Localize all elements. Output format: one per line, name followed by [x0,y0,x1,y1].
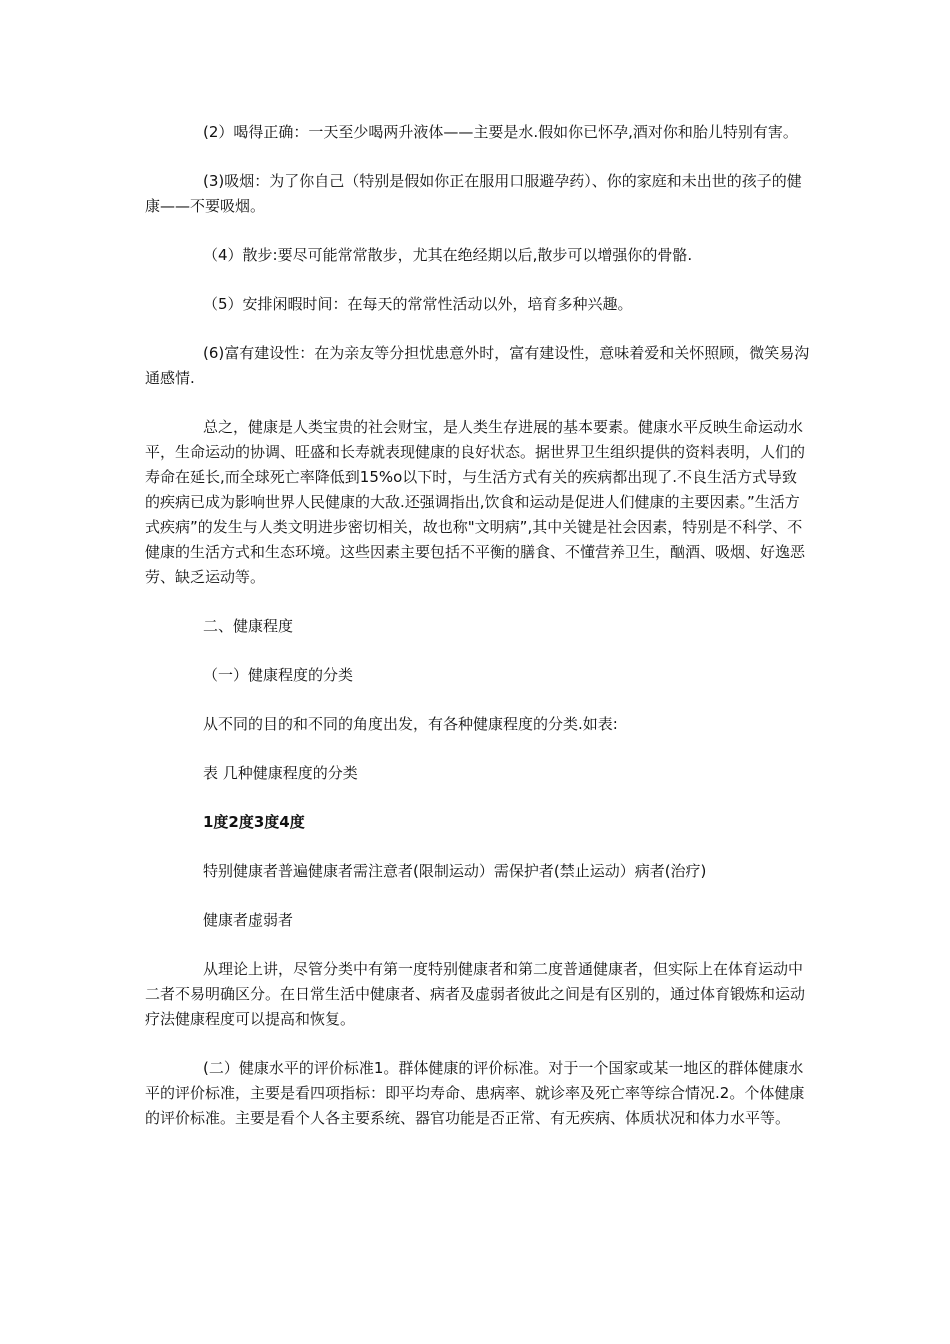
paragraph-evaluation-standards: (二）健康水平的评价标准1。群体健康的评价标准。对于一个国家或某一地区的群体健康水平的评价标准，主要是看四项指标：即平均寿命、患病率、就诊率及死亡率等综合情况.2。个体健康的评价标准。主要是看个人各主要系统、器官功能是否正常、有无疾病、体质状况和体力水平等。 [145,1059,805,1127]
table-degrees-row: 1度2度3度4度 [203,813,305,831]
subsection-heading-classification: （一）健康程度的分类 [203,666,354,684]
paragraph-summary: 总之，健康是人类宝贵的社会财宝，是人类生存进展的基本要素。健康水平反映生命运动水平，生命运动的协调、旺盛和长寿就表现健康的良好状态。据世界卫生组织提供的资料表明，人们的寿命在延长,而全球死亡率降低到15%o以下时，与生活方式有关的疾病都出现了.不良生活方式导致的疾病已成为影响世界人民健康的大敌.还强调指出,饮食和运动是促进人们健康的主要因素。”生活方式疾病”的发生与人类文明进步密切相关，故也称"文明病”,其中关键是社会因素，特别是不科学、不健康的生活方式和生态环境。这些因素主要包括不平衡的膳食、不懂营养卫生，酗酒、吸烟、好逸恶劳、缺乏运动等。 [145,418,806,586]
paragraph-leisure: （5）安排闲暇时间：在每天的常常性活动以外，培育多种兴趣。 [203,295,633,313]
table-extra-row: 健康者虚弱者 [203,911,294,929]
section-heading-health-degree: 二、健康程度 [203,617,294,635]
table-categories-row: 特别健康者普遍健康者需注意者(限制运动）需保护者(禁止运动）病者(治疗) [203,862,707,880]
paragraph-smoking: (3)吸烟：为了你自己（特别是假如你正在服用口服避孕药）、你的家庭和未出世的孩子的健康——不要吸烟。 [145,172,802,215]
paragraph-walking: （4）散步:要尽可能常常散步，尤其在绝经期以后,散步可以增强你的骨骼. [203,246,693,264]
paragraph-theory: 从理论上讲，尽管分类中有第一度特别健康者和第二度普通健康者，但实际上在体育运动中二者不易明确区分。在日常生活中健康者、病者及虚弱者彼此之间是有区别的，通过体育锻炼和运动疗法健康程度可以提高和恢复。 [145,960,806,1028]
paragraph-constructive: (6)富有建设性：在为亲友等分担忧患意外时，富有建设性，意味着爱和关怀照顾，微笑易沟通感情. [145,344,810,387]
paragraph-drinking: (2）喝得正确：一天至少喝两升液体——主要是水.假如你已怀孕,酒对你和胎儿特别有害。 [203,123,798,141]
paragraph-classification-intro: 从不同的目的和不同的角度出发，有各种健康程度的分类.如表: [203,715,618,733]
document-page [145,120,810,1131]
table-caption: 表 几种健康程度的分类 [203,764,358,782]
